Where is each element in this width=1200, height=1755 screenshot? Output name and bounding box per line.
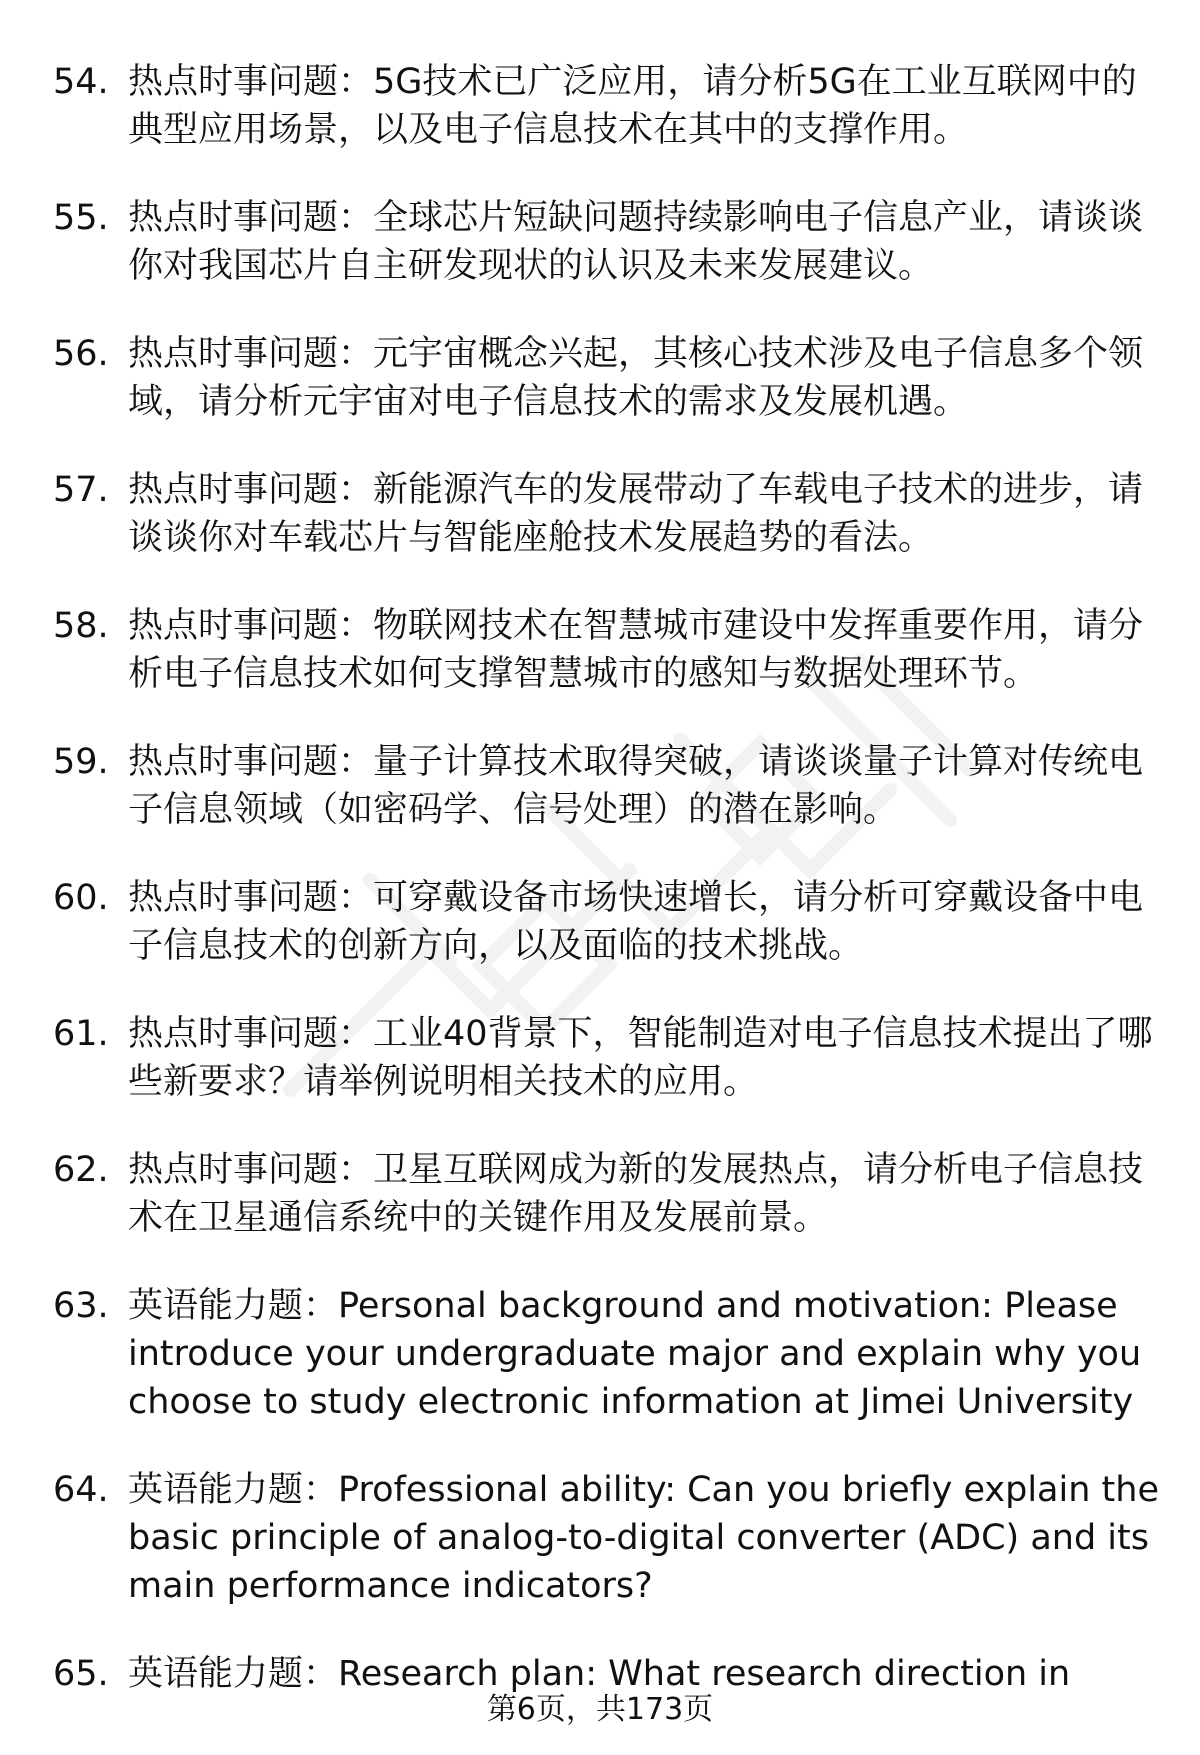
- question-text: 热点时事问题：可穿戴设备市场快速增长，请分析可穿戴设备中电子信息技术的创新方向，以及面临的技术挑战。: [128, 878, 1144, 966]
- question-item: [0, 466, 1200, 562]
- question-number: 62.: [53, 1150, 109, 1190]
- question-text: 热点时事问题：量子计算技术取得突破，请谈谈量子计算对传统电子信息领域（如密码学、信号处理）的潜在影响。: [128, 742, 1144, 830]
- question-text: 热点时事问题：卫星互联网成为新的发展热点，请分析电子信息技术在卫星通信系统中的关键作用及发展前景。: [128, 1150, 1144, 1238]
- question-item: [0, 58, 1200, 154]
- question-text: 热点时事问题：元宇宙概念兴起，其核心技术涉及电子信息多个领域，请分析元宇宙对电子信息技术的需求及发展机遇。: [128, 334, 1144, 422]
- question-text: 热点时事问题：物联网技术在智慧城市建设中发挥重要作用，请分析电子信息技术如何支撑智慧城市的感知与数据处理环节。: [128, 606, 1144, 694]
- question-number: 60.: [53, 878, 109, 918]
- question-text: 英语能力题：Research plan: What research direction in: [128, 1654, 1071, 1694]
- question-number: 56.: [53, 334, 109, 374]
- question-text: 英语能力题：Personal background and motivation: Please introduce your undergraduate major and explain why you choose to study electronic information at Jimei University: [128, 1286, 1142, 1422]
- question-number: 54.: [53, 62, 109, 102]
- question-text: 英语能力题：Professional ability: Can you briefly explain the basic principle of analog-to-digital converter (ADC) and its main performance indicators?: [128, 1470, 1159, 1606]
- question-number: 63.: [53, 1286, 109, 1326]
- question-item: [0, 1010, 1200, 1106]
- page-footer: 第6页，共173页: [486, 1692, 714, 1727]
- question-number: 64.: [53, 1470, 109, 1510]
- question-list: [0, 58, 1200, 1738]
- question-number: 65.: [53, 1654, 109, 1694]
- question-number: 57.: [53, 470, 109, 510]
- question-item: [0, 874, 1200, 970]
- question-item: [0, 738, 1200, 834]
- question-text: 热点时事问题：新能源汽车的发展带动了车载电子技术的进步，请谈谈你对车载芯片与智能座舱技术发展趋势的看法。: [128, 470, 1144, 558]
- question-item: [0, 1146, 1200, 1242]
- question-item: [0, 330, 1200, 426]
- question-item: [0, 602, 1200, 698]
- question-text: 热点时事问题：工业40背景下，智能制造对电子信息技术提出了哪些新要求？请举例说明相关技术的应用。: [128, 1014, 1153, 1102]
- question-text: 热点时事问题：全球芯片短缺问题持续影响电子信息产业，请谈谈你对我国芯片自主研发现状的认识及未来发展建议。: [128, 198, 1144, 286]
- question-number: 59.: [53, 742, 109, 782]
- question-number: 58.: [53, 606, 109, 646]
- question-item: [0, 1282, 1200, 1426]
- question-text: 热点时事问题：5G技术已广泛应用，请分析5G在工业互联网中的典型应用场景，以及电子信息技术在其中的支撑作用。: [128, 62, 1137, 150]
- question-item: [0, 1466, 1200, 1610]
- question-number: 61.: [53, 1014, 109, 1054]
- question-item: [0, 194, 1200, 290]
- question-number: 55.: [53, 198, 109, 238]
